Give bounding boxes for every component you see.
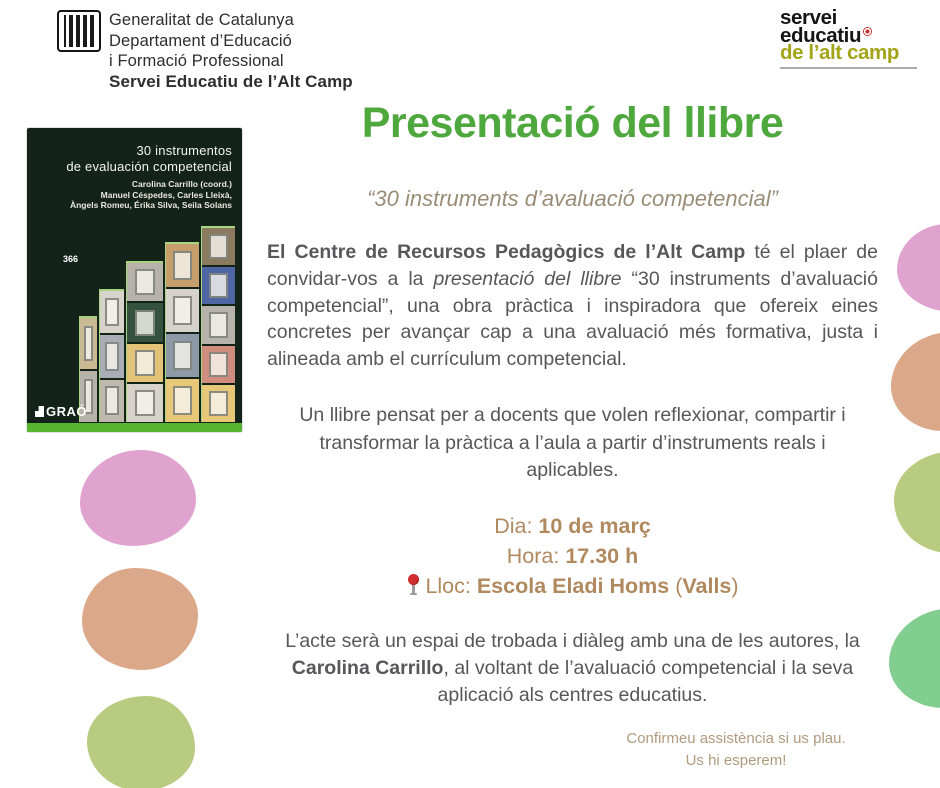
collage-tile xyxy=(127,263,163,301)
collage-column xyxy=(126,261,163,422)
servei-logo-rule xyxy=(780,67,917,69)
collage-tile xyxy=(127,344,163,382)
collage-column xyxy=(165,242,199,422)
collage-tile xyxy=(100,380,124,422)
cover-green-stripe xyxy=(27,423,242,432)
page-subtitle: “30 instruments d’avaluació competencial” xyxy=(367,186,778,211)
collage-tile xyxy=(202,228,235,265)
location-pin-icon xyxy=(406,574,421,596)
collage-tile xyxy=(80,318,97,369)
book-cover xyxy=(27,128,242,432)
servei-word-2: educatiu xyxy=(780,27,920,45)
gencat-line-3: i Formació Professional xyxy=(109,52,284,70)
book-cover-title: 30 instrumentos de evaluación competencial xyxy=(66,143,232,174)
decorative-blob-left-pink xyxy=(80,450,196,546)
grao-logo-icon xyxy=(35,406,44,417)
book-cover-authors: Carolina Carrillo (coord.) Manuel Céspedes, Carles Lleixà, Àngels Romeu, Érika Silva, Seila Solans xyxy=(69,179,232,210)
intro-italic: presentació del llibre xyxy=(433,267,622,290)
collage-tile xyxy=(202,385,235,422)
collage-tile xyxy=(127,303,163,341)
gencat-logo-block xyxy=(57,10,353,92)
servei-word-1: servei xyxy=(780,6,837,29)
decorative-blob-left-green xyxy=(87,696,195,788)
rsvp-line-2: Us hi esperem! xyxy=(685,752,787,769)
event-place: Lloc: Escola Eladi Homs (Valls) xyxy=(267,571,878,601)
event-details xyxy=(267,511,878,601)
servei-educatiu-logo xyxy=(780,6,920,69)
gencat-logo-text xyxy=(109,10,353,92)
senyera-seal-icon xyxy=(57,10,101,52)
page-title: Presentació del llibre xyxy=(361,99,784,147)
collage-tile xyxy=(166,379,199,422)
collage-column xyxy=(201,226,235,422)
collage-tile xyxy=(166,334,199,377)
gencat-line-1: Generalitat de Catalunya xyxy=(109,11,294,29)
event-day: Dia: 10 de març xyxy=(494,514,651,538)
decorative-blob-right-pink xyxy=(897,224,940,312)
publisher-logo: GRAÓ xyxy=(35,404,87,419)
gencat-line-4: Servei Educatiu de l’Alt Camp xyxy=(109,71,353,91)
collage-tile xyxy=(166,244,199,287)
intro-paragraph: El Centre de Recursos Pedagògics de l’Alt Camp té el plaer de convidar-vos a la presentació del llibre “30 instruments d’avaluació competencial”, una obra pràctica i inspiradora que ofereix eines concretes per avançar cap a una avaluació més formativa, justa i alineada amb el currículum competencial. xyxy=(267,241,878,371)
rsvp-note xyxy=(600,728,872,772)
closing-paragraph: L’acte serà un espai de trobada i diàleg amb una de les autores, la Carolina Carrillo, al voltant de l’avaluació competencial i la seva aplicació als centres educatius. xyxy=(285,630,860,706)
gencat-line-2: Departament d’Educació xyxy=(109,31,292,50)
decorative-blob-right-olive xyxy=(894,451,940,553)
red-target-icon xyxy=(863,27,872,36)
decorative-blob-left-tan xyxy=(82,568,198,670)
cover-collage xyxy=(79,226,235,422)
decorative-blob-right-tan xyxy=(891,332,940,431)
collage-tile xyxy=(127,384,163,422)
rsvp-line-1: Confirmeu assistència si us plau. xyxy=(626,730,846,747)
collage-column xyxy=(99,289,124,422)
collage-tile xyxy=(202,346,235,383)
author-name-bold: Carolina Carrillo xyxy=(291,657,444,679)
book-cover-number: 366 xyxy=(63,254,79,264)
collage-tile xyxy=(100,291,124,333)
collage-tile xyxy=(202,267,235,304)
collage-tile xyxy=(166,289,199,332)
middle-paragraph: Un llibre pensat per a docents que volen reflexionar, compartir i transformar la pràctica a l’aula a partir d’instruments reals i aplicables. xyxy=(299,404,846,481)
collage-tile xyxy=(202,306,235,343)
collage-tile xyxy=(100,335,124,377)
servei-word-3: de l’alt camp xyxy=(780,41,899,64)
intro-lead-bold: El Centre de Recursos Pedagògics de l’Alt Camp xyxy=(267,241,746,263)
decorative-blob-right-mint xyxy=(889,608,940,708)
event-time: Hora: 17.30 h xyxy=(506,544,639,568)
